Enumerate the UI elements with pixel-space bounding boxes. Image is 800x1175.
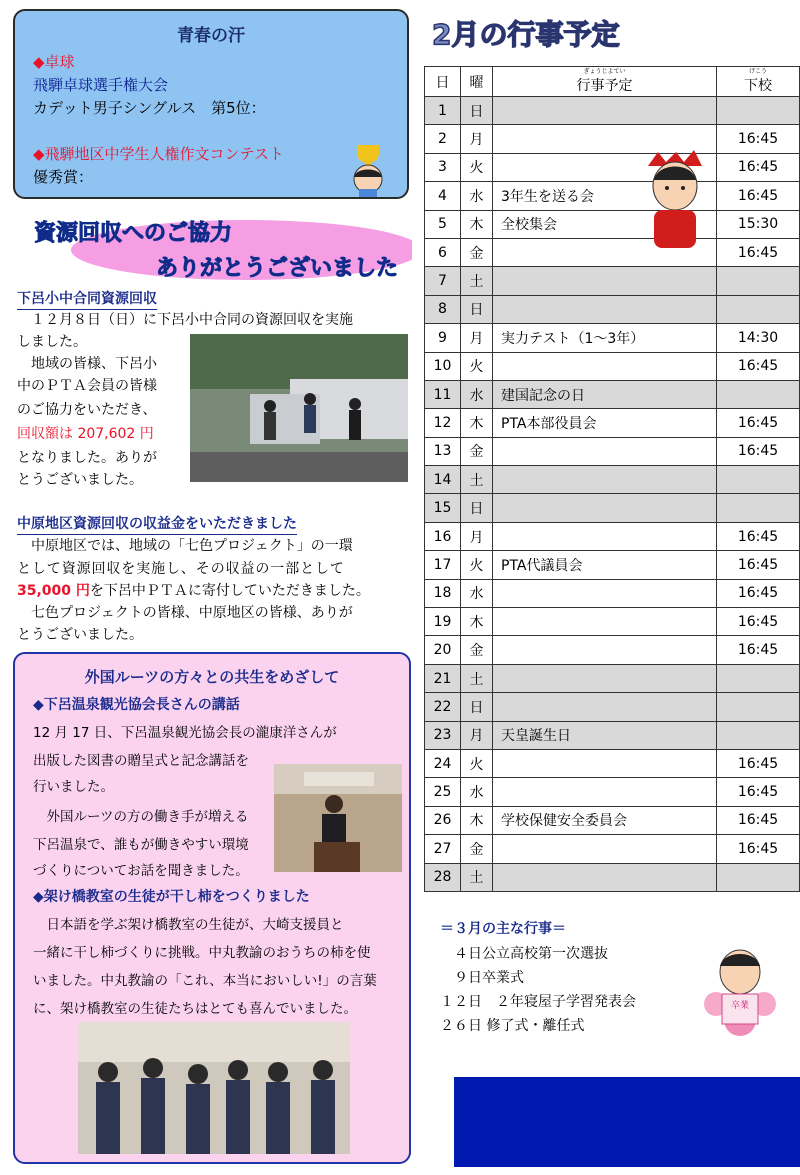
march-item-4: ２６日 修了式・離任式	[440, 1018, 585, 1034]
weekday-cell: 金	[461, 835, 493, 863]
table-row	[425, 806, 800, 834]
dismiss-cell: 16:45	[717, 437, 800, 465]
dismiss-cell: 16:45	[717, 749, 800, 777]
schedule-header-row	[425, 67, 800, 97]
day-cell: 9	[425, 324, 461, 352]
event-cell	[493, 835, 717, 863]
event-cell	[493, 437, 717, 465]
table-row	[425, 153, 800, 181]
event-cell	[493, 863, 717, 891]
gero-line5: のご協力をいただき、	[17, 402, 157, 418]
dismiss-cell: 16:45	[717, 352, 800, 380]
dismiss-cell: 16:45	[717, 153, 800, 181]
day-cell: 4	[425, 182, 461, 210]
header-weekday: 曜	[461, 67, 493, 97]
day-cell: 15	[425, 494, 461, 522]
weekday-cell: 日	[461, 494, 493, 522]
gero-line3: 地域の皆様、下呂小	[17, 356, 157, 372]
header-dismiss	[717, 67, 800, 97]
day-cell: 18	[425, 579, 461, 607]
dismiss-cell: 16:45	[717, 608, 800, 636]
table-row	[425, 125, 800, 153]
table-row	[425, 97, 800, 125]
table-row	[425, 863, 800, 891]
header-event-ruby: ぎょうじよてい	[583, 68, 626, 75]
table-tennis-result: カデット男子シングルス 第5位：	[33, 99, 266, 117]
march-item-2: ９日卒業式	[440, 970, 524, 986]
table-row	[425, 267, 800, 295]
day-cell: 11	[425, 380, 461, 408]
weekday-cell: 火	[461, 551, 493, 579]
event-cell: 全校集会	[493, 210, 717, 238]
event-cell: PTA代議員会	[493, 551, 717, 579]
table-row	[425, 721, 800, 749]
day-cell: 6	[425, 238, 461, 266]
day-cell: 24	[425, 749, 461, 777]
weekday-cell: 木	[461, 210, 493, 238]
gero-line8: とうございました。	[17, 472, 143, 488]
gaikoku-title: 外国ルーツの方々との共生をめざして	[84, 668, 340, 686]
gaikoku-p2-l1: 日本語を学ぶ架け橋教室の生徒が、大崎支援員と	[33, 917, 344, 933]
day-cell: 23	[425, 721, 461, 749]
gaikoku-p1-l3: 行いました。	[33, 779, 114, 795]
weekday-cell: 土	[461, 466, 493, 494]
gaikoku-p1-l4: 外国ルーツの方の働き手が増える	[33, 809, 249, 825]
dismiss-cell: 16:45	[717, 238, 800, 266]
blue-footer-block	[454, 1077, 800, 1167]
march-item-3: １２日 ２年寝屋子学習発表会	[440, 994, 636, 1010]
day-cell: 25	[425, 778, 461, 806]
gaikoku-sub2: ◆架け橋教室の生徒が干し柿をつくりました	[33, 889, 310, 905]
event-cell: 建国記念の日	[493, 380, 717, 408]
dismiss-cell: 16:45	[717, 778, 800, 806]
day-cell: 16	[425, 522, 461, 550]
header-event	[493, 67, 717, 97]
nakahara-line2: として資源回収を実施し、その収益の一部として	[17, 561, 345, 577]
day-cell: 26	[425, 806, 461, 834]
weekday-cell: 金	[461, 636, 493, 664]
nakahara-line1: 中原地区では、地域の「七色プロジェクト」の一環	[17, 538, 353, 554]
event-cell: PTA本部役員会	[493, 409, 717, 437]
gaikoku-p1-l2: 出版した図書の贈呈式と記念講話を	[33, 753, 249, 769]
dismiss-cell	[717, 863, 800, 891]
nakahara-line3-rest: を下呂中ＰＴＡに寄付していただきました。	[89, 583, 370, 599]
event-cell	[493, 97, 717, 125]
table-row	[425, 636, 800, 664]
table-row	[425, 778, 800, 806]
table-row	[425, 295, 800, 323]
table-row	[425, 437, 800, 465]
gaikoku-sub1: ◆下呂温泉観光協会長さんの講話	[33, 697, 240, 713]
lecture-photo	[274, 764, 402, 872]
dismiss-cell: 16:45	[717, 636, 800, 664]
table-row	[425, 551, 800, 579]
day-cell: 10	[425, 352, 461, 380]
students-photo	[78, 1022, 350, 1154]
weekday-cell: 木	[461, 608, 493, 636]
weekday-cell: 金	[461, 437, 493, 465]
weekday-cell: 日	[461, 97, 493, 125]
dismiss-cell	[717, 466, 800, 494]
gero-line7: となりました。ありが	[17, 450, 157, 466]
table-tennis-heading: ◆卓球	[33, 53, 75, 71]
event-cell	[493, 636, 717, 664]
dismiss-cell	[717, 267, 800, 295]
table-row	[425, 693, 800, 721]
dismiss-cell	[717, 494, 800, 522]
recycling-photo	[190, 334, 408, 482]
dismiss-cell	[717, 664, 800, 692]
day-cell: 5	[425, 210, 461, 238]
gero-amount: 回収額は 207,602 円	[17, 426, 154, 442]
nakahara-heading: 中原地区資源回収の収益金をいただきました	[17, 513, 297, 535]
event-cell	[493, 693, 717, 721]
day-cell: 28	[425, 863, 461, 891]
event-cell	[493, 494, 717, 522]
weekday-cell: 金	[461, 238, 493, 266]
schedule-title	[428, 10, 688, 56]
gaikoku-p1-l1: 12 月 17 日、下呂温泉観光協会長の瀧康洋さんが	[33, 725, 337, 741]
dismiss-cell: 16:45	[717, 522, 800, 550]
gero-line2: しました。	[17, 334, 87, 350]
dismiss-cell	[717, 693, 800, 721]
table-row	[425, 238, 800, 266]
day-cell: 8	[425, 295, 461, 323]
table-row	[425, 664, 800, 692]
dismiss-cell	[717, 721, 800, 749]
nakahara-line3	[17, 580, 370, 602]
dismiss-cell	[717, 380, 800, 408]
dismiss-cell	[717, 295, 800, 323]
header-event-label: 行事予定	[576, 78, 633, 94]
gero-line4: 中のＰＴＡ会員の皆様	[17, 378, 157, 394]
day-cell: 17	[425, 551, 461, 579]
header-dismiss-ruby: げこう	[748, 68, 767, 75]
weekday-cell: 木	[461, 806, 493, 834]
table-row	[425, 608, 800, 636]
event-cell	[493, 778, 717, 806]
event-cell	[493, 664, 717, 692]
weekday-cell: 火	[461, 153, 493, 181]
weekday-cell: 火	[461, 352, 493, 380]
event-cell	[493, 295, 717, 323]
weekday-cell: 土	[461, 267, 493, 295]
weekday-cell: 水	[461, 380, 493, 408]
schedule-title-text: 2月の行事予定	[432, 18, 620, 51]
nakahara-line4: 七色プロジェクトの皆様、中原地区の皆様、ありが	[17, 605, 353, 621]
nakahara-line5: とうございました。	[17, 627, 143, 643]
day-cell: 1	[425, 97, 461, 125]
weekday-cell: 月	[461, 324, 493, 352]
seishun-title: 青春の汗	[177, 26, 245, 46]
weekday-cell: 水	[461, 579, 493, 607]
day-cell: 20	[425, 636, 461, 664]
gaikoku-p1-l5: 下呂温泉で、誰もが働きやすい環境	[33, 837, 249, 853]
dismiss-cell: 16:45	[717, 579, 800, 607]
dismiss-cell: 16:45	[717, 409, 800, 437]
weekday-cell: 月	[461, 125, 493, 153]
table-row	[425, 182, 800, 210]
table-row	[425, 579, 800, 607]
gaikoku-p1-l6: づくりについてお話を聞きました。	[33, 863, 249, 879]
event-cell	[493, 466, 717, 494]
weekday-cell: 土	[461, 863, 493, 891]
graduation-badge-text: 卒業	[730, 1001, 750, 1011]
essay-contest-heading: ◆飛騨地区中学生人権作文コンテスト	[33, 145, 284, 163]
gero-heading: 下呂小中合同資源回収	[17, 288, 157, 310]
banner-line1: 資源回収へのご協力	[34, 221, 233, 246]
header-day: 日	[425, 67, 461, 97]
dismiss-cell: 16:45	[717, 806, 800, 834]
weekday-cell: 日	[461, 693, 493, 721]
table-tennis-tournament: 飛騨卓球選手権大会	[33, 76, 169, 94]
dismiss-cell: 15:30	[717, 210, 800, 238]
dismiss-cell	[717, 97, 800, 125]
table-row	[425, 409, 800, 437]
event-cell	[493, 608, 717, 636]
seishun-box	[13, 9, 409, 199]
day-cell: 22	[425, 693, 461, 721]
day-cell: 27	[425, 835, 461, 863]
weekday-cell: 月	[461, 522, 493, 550]
table-row	[425, 380, 800, 408]
weekday-cell: 水	[461, 182, 493, 210]
day-cell: 14	[425, 466, 461, 494]
weekday-cell: 水	[461, 778, 493, 806]
setsubun-kid-icon	[640, 140, 710, 250]
event-cell	[493, 579, 717, 607]
trophy-kid-icon	[343, 139, 393, 197]
event-cell	[493, 522, 717, 550]
march-title: ＝３月の主な行事＝	[440, 921, 566, 937]
march-item-1: ４日公立高校第一次選抜	[440, 946, 608, 962]
graduation-kid-icon	[702, 942, 778, 1042]
schedule-table	[424, 66, 800, 892]
day-cell: 21	[425, 664, 461, 692]
weekday-cell: 木	[461, 409, 493, 437]
table-row	[425, 352, 800, 380]
banner-line2: ありがとうございました	[156, 256, 399, 281]
table-row	[425, 324, 800, 352]
day-cell: 13	[425, 437, 461, 465]
essay-contest-result: 優秀賞：	[33, 168, 94, 186]
thanks-banner	[16, 210, 412, 285]
dismiss-cell: 16:45	[717, 835, 800, 863]
table-row	[425, 749, 800, 777]
gaikoku-p2-l4: に、架け橋教室の生徒たちはとても喜んでいました。	[33, 1001, 357, 1017]
dismiss-cell: 16:45	[717, 182, 800, 210]
table-row	[425, 835, 800, 863]
gaikoku-p2-l3: いました。中丸教諭の「これ、本当においしい!」の言葉	[33, 973, 377, 989]
day-cell: 3	[425, 153, 461, 181]
day-cell: 2	[425, 125, 461, 153]
table-row	[425, 522, 800, 550]
event-cell	[493, 267, 717, 295]
event-cell: 学校保健安全委員会	[493, 806, 717, 834]
weekday-cell: 日	[461, 295, 493, 323]
event-cell: 3年生を送る会	[493, 182, 717, 210]
dismiss-cell: 14:30	[717, 324, 800, 352]
day-cell: 7	[425, 267, 461, 295]
event-cell	[493, 749, 717, 777]
day-cell: 19	[425, 608, 461, 636]
header-dismiss-label: 下校	[744, 78, 772, 94]
day-cell: 12	[425, 409, 461, 437]
gero-line1: １２月８日（日）に下呂小中合同の資源回収を実施	[17, 312, 353, 328]
table-row	[425, 210, 800, 238]
dismiss-cell: 16:45	[717, 551, 800, 579]
dismiss-cell: 16:45	[717, 125, 800, 153]
event-cell	[493, 352, 717, 380]
weekday-cell: 土	[461, 664, 493, 692]
event-cell: 実力テスト（1～3年）	[493, 324, 717, 352]
weekday-cell: 火	[461, 749, 493, 777]
table-row	[425, 466, 800, 494]
gaikoku-p2-l2: 一緒に干し柿づくりに挑戦。中丸教諭のおうちの柿を使	[33, 945, 371, 961]
event-cell: 天皇誕生日	[493, 721, 717, 749]
table-row	[425, 494, 800, 522]
weekday-cell: 月	[461, 721, 493, 749]
nakahara-amount: 35,000 円	[17, 583, 90, 599]
